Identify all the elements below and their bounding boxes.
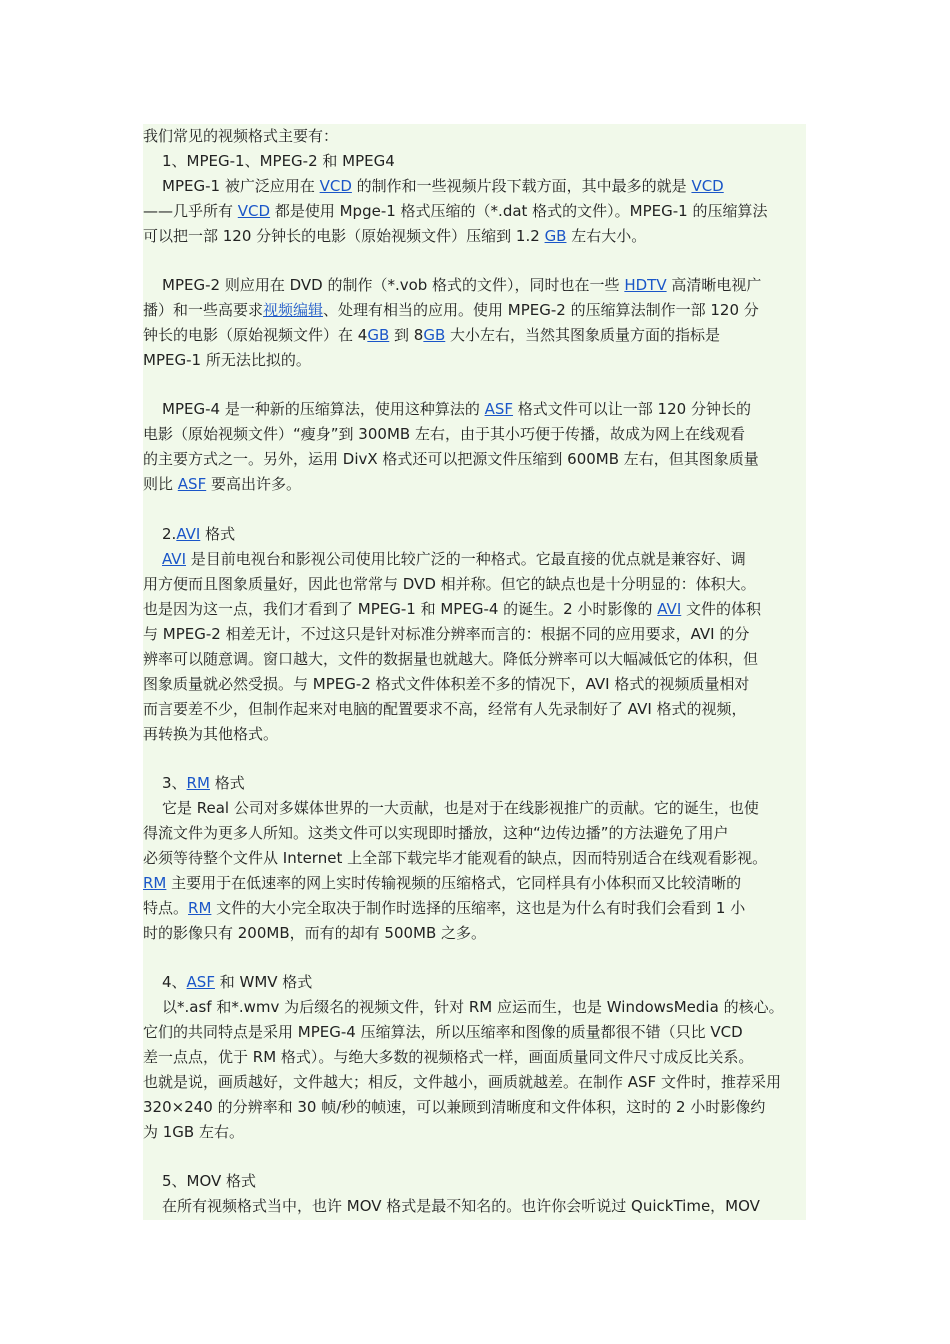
text-segment: ——几乎所有: [143, 202, 238, 220]
link-rm[interactable]: RM: [186, 774, 210, 792]
text-segment: 而言要差不少，但制作起来对电脑的配置要求不高，经常有人先录制好了 AVI 格式的视频，: [143, 700, 747, 718]
text-line: [143, 1020, 743, 1045]
text-segment: 以*.asf 和*.wmv 为后缀名的视频文件，针对 RM 应运而生，也是 WindowsMedia 的核心。: [162, 998, 784, 1016]
text-segment: 为 1GB 左右。: [143, 1123, 244, 1141]
text-line: [143, 1070, 781, 1095]
text-segment: 可以把一部 120 分钟长的电影（原始视频文件）压缩到 1.2: [143, 227, 545, 245]
text-segment: 4、: [162, 973, 187, 991]
link-rm[interactable]: RM: [143, 874, 167, 892]
text-line: [143, 821, 729, 846]
link-gb[interactable]: GB: [423, 326, 446, 344]
link-avi[interactable]: AVI: [176, 525, 201, 543]
text-segment: 特点。: [143, 899, 189, 917]
text-segment: 3、: [162, 774, 187, 792]
text-line: [143, 422, 745, 447]
text-segment: 是目前电视台和影视公司使用比较广泛的一种格式。它最直接的优点就是兼容好、调: [186, 550, 746, 568]
text-segment: 时的影像只有 200MB，而有的却有 500MB 之多。: [143, 924, 487, 942]
text-line: [143, 572, 756, 597]
link-vcd[interactable]: VCD: [691, 177, 724, 195]
link-asf[interactable]: ASF: [177, 475, 207, 493]
link-rm[interactable]: RM: [188, 899, 212, 917]
text-segment: 播）和一些高要求: [143, 301, 264, 319]
text-line: [143, 447, 759, 472]
link-gb[interactable]: GB: [367, 326, 390, 344]
text-segment: 差一点点，优于 RM 格式）。与绝大多数的视频格式一样，画面质量同文件尺寸成反比关系。: [143, 1048, 754, 1066]
text-segment: 图象质量就必然受损。与 MPEG-2 格式文件体积差不多的情况下，AVI 格式的视频质量相对: [143, 675, 750, 693]
text-line: [143, 871, 741, 896]
text-segment: 主要用于在低速率的网上实时传输视频的压缩格式，它同样具有小体积而又比较清晰的: [166, 874, 742, 892]
text-segment: 都是使用 Mpge-1 格式压缩的（*.dat 格式的文件）。MPEG-1 的压缩算法: [270, 202, 768, 220]
text-segment: 得流文件为更多人所知。这类文件可以实现即时播放，这种“边传边播”的方法避免了用户: [143, 824, 729, 842]
text-line: [143, 647, 758, 672]
text-segment: MPEG-4 是一种新的压缩算法，使用这种算法的: [162, 400, 485, 418]
text-segment: 高清晰电视广: [666, 276, 762, 294]
text-line: [162, 273, 761, 298]
text-line: [143, 472, 301, 497]
text-segment: 钟长的电影（原始视频文件）在 4: [143, 326, 368, 344]
link-asf[interactable]: ASF: [186, 973, 215, 991]
text-line: [143, 224, 646, 249]
link-avi[interactable]: AVI: [162, 550, 186, 568]
text-line: [143, 298, 759, 323]
link-hdtv[interactable]: HDTV: [624, 276, 667, 294]
text-segment: 格式文件可以让一部 120 分钟长的: [513, 400, 751, 418]
text-line: [143, 722, 278, 747]
text-line: [162, 397, 751, 422]
text-line: [143, 622, 749, 647]
text-line: [143, 1120, 244, 1145]
text-segment: 它是 Real 公司对多媒体世界的一大贡献，也是对于在线影视推广的贡献。它的诞生，也使: [162, 799, 759, 817]
text-segment: 用方便而且图象质量好，因此也常常与 DVD 相并称。但它的缺点也是十分明显的：体积大。: [143, 575, 756, 593]
text-segment: 它们的共同特点是采用 MPEG-4 压缩算法，所以压缩率和图像的质量都很不错（只比 VCD: [143, 1023, 743, 1041]
text-line: [143, 672, 749, 697]
text-segment: 左右大小。: [566, 227, 647, 245]
text-segment: 要高出许多。: [206, 475, 301, 493]
link-gb[interactable]: GB: [544, 227, 567, 245]
text-line: [143, 597, 761, 622]
text-line: [162, 1194, 760, 1219]
text-line: [162, 995, 784, 1020]
text-segment: 再转换为其他格式。: [143, 725, 279, 743]
text-line: [143, 846, 767, 871]
text-segment: 大小左右，当然其图象质量方面的指标是: [445, 326, 721, 344]
text-segment: 格式: [209, 774, 245, 792]
text-line: [162, 174, 724, 199]
text-line: [143, 697, 747, 722]
section-1-heading: 1、MPEG-1、MPEG-2 和 MPEG4: [162, 152, 395, 170]
text-line: [162, 796, 759, 821]
link-avi[interactable]: AVI: [657, 600, 682, 618]
text-segment: 320×240 的分辨率和 30 帧/秒的帧速，可以兼顾到清晰度和文件体积，这时的 2 小时影像约: [143, 1098, 766, 1116]
text-segment: 电影（原始视频文件）“瘦身”到 300MB 左右，由于其小巧便于传播，故成为网上在线观看: [143, 425, 745, 443]
text-segment: 2.: [162, 525, 177, 543]
text-segment: 辨率可以随意调。窗口越大，文件的数据量也就越大。降低分辨率可以大幅减低它的体积，但: [143, 650, 759, 668]
link-vcd[interactable]: VCD: [237, 202, 271, 220]
section-2-heading: [162, 522, 235, 547]
link-vcd[interactable]: VCD: [319, 177, 352, 195]
text-segment: 也就是说，画质越好，文件越大；相反，文件越小，画质就越差。在制作 ASF 文件时，推荐采用: [143, 1073, 781, 1091]
text-segment: 到 8: [389, 326, 424, 344]
text-line: [143, 921, 486, 946]
section-3-heading: [162, 771, 245, 796]
text-segment: 必须等待整个文件从 Internet 上全部下载完毕才能观看的缺点，因而特别适合在线观看影视。: [143, 849, 768, 867]
text-segment: 在所有视频格式当中，也许 MOV 格式是最不知名的。也许你会听说过 QuickTime，MOV: [162, 1197, 760, 1215]
text-segment: 也是因为这一点，我们才看到了 MPEG-1 和 MPEG-4 的诞生。2 小时影像的: [143, 600, 658, 618]
intro-line: 我们常见的视频格式主要有：: [143, 127, 339, 145]
text-line: [143, 323, 720, 348]
text-segment: MPEG-1 所无法比拟的。: [143, 351, 311, 369]
text-line: [162, 547, 746, 572]
section-5-heading: 5、MOV 格式: [162, 1172, 257, 1190]
text-line: [143, 896, 745, 921]
text-segment: MPEG-2 则应用在 DVD 的制作（*.vob 格式的文件），同时也在一些: [162, 276, 625, 294]
text-segment: 则比: [143, 475, 178, 493]
text-segment: 的制作和一些视频片段下载方面，其中最多的就是: [351, 177, 692, 195]
link-asf[interactable]: ASF: [484, 400, 514, 418]
text-line: [143, 1095, 765, 1120]
text-segment: 文件的体积: [681, 600, 762, 618]
text-segment: 格式: [200, 525, 236, 543]
text-segment: 的主要方式之一。另外，运用 DivX 格式还可以把源文件压缩到 600MB 左右，但其图象质量: [143, 450, 759, 468]
text-line: [143, 1045, 753, 1070]
text-line: [143, 348, 311, 373]
text-segment: 文件的大小完全取决于制作时选择的压缩率，这也是为什么有时我们会看到 1 小: [211, 899, 746, 917]
text-segment: 与 MPEG-2 相差无计，不过这只是针对标准分辨率而言的：根据不同的应用要求，AVI 的分: [143, 625, 750, 643]
article-body: [143, 124, 806, 1220]
section-4-heading: [162, 970, 312, 995]
link-video-editing[interactable]: 视频编辑: [263, 301, 324, 319]
text-segment: 、处理有相当的应用。使用 MPEG-2 的压缩算法制作一部 120 分: [323, 301, 759, 319]
text-line: [143, 199, 768, 224]
text-segment: MPEG-1 被广泛应用在: [162, 177, 320, 195]
text-segment: 和 WMV 格式: [214, 973, 313, 991]
